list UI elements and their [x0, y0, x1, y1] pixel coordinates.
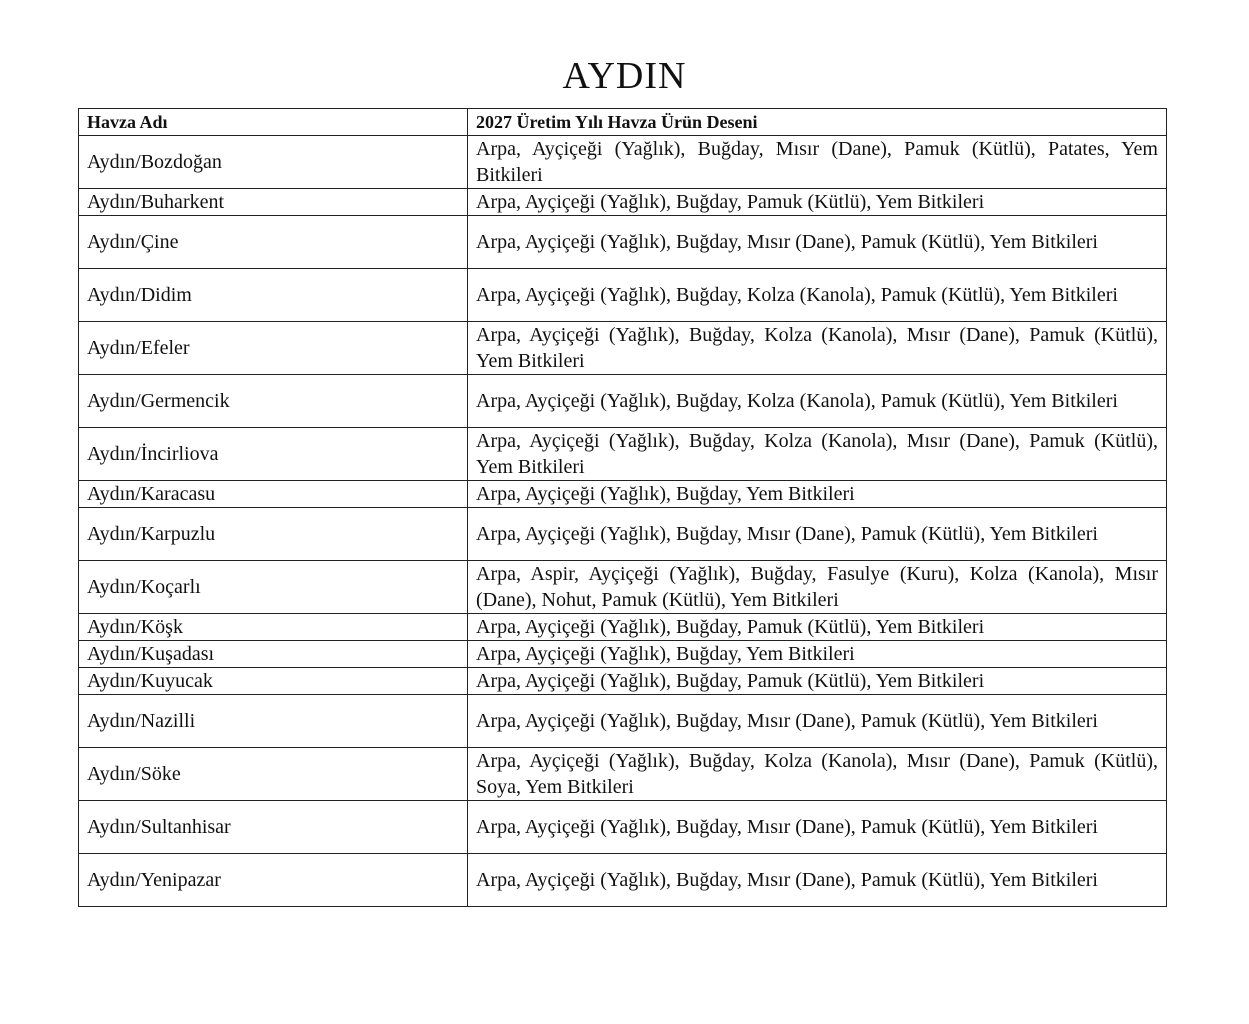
basin-name: Aydın/Karacasu — [79, 481, 468, 508]
basin-name: Aydın/Koçarlı — [79, 561, 468, 614]
table-row — [79, 801, 1167, 854]
crop-pattern: Arpa, Ayçiçeği (Yağlık), Buğday, Mısır (Dane), Pamuk (Kütlü), Yem Bitkileri — [468, 695, 1167, 748]
table-row — [79, 189, 1167, 216]
page-title: AYDIN — [562, 55, 687, 97]
table-row — [79, 614, 1167, 641]
table-row — [79, 695, 1167, 748]
column-header-crop-pattern: 2027 Üretim Yılı Havza Ürün Deseni — [468, 109, 1167, 136]
crop-pattern: Arpa, Ayçiçeği (Yağlık), Buğday, Kolza (Kanola), Pamuk (Kütlü), Yem Bitkileri — [468, 269, 1167, 322]
basin-crop-table — [78, 108, 1167, 907]
table-header-row — [79, 109, 1167, 136]
basin-name: Aydın/Yenipazar — [79, 854, 468, 907]
basin-name: Aydın/Bozdoğan — [79, 136, 468, 189]
crop-pattern: Arpa, Ayçiçeği (Yağlık), Buğday, Kolza (Kanola), Mısır (Dane), Pamuk (Kütlü), Soya, Yem Bitkileri — [468, 748, 1167, 801]
table-row — [79, 748, 1167, 801]
basin-name: Aydın/Didim — [79, 269, 468, 322]
basin-name: Aydın/Çine — [79, 216, 468, 269]
crop-pattern: Arpa, Ayçiçeği (Yağlık), Buğday, Mısır (Dane), Pamuk (Kütlü), Yem Bitkileri — [468, 508, 1167, 561]
table-row — [79, 854, 1167, 907]
table-row — [79, 216, 1167, 269]
basin-name: Aydın/Buharkent — [79, 189, 468, 216]
basin-name: Aydın/Kuyucak — [79, 668, 468, 695]
table-row — [79, 269, 1167, 322]
crop-pattern: Arpa, Ayçiçeği (Yağlık), Buğday, Mısır (Dane), Pamuk (Kütlü), Patates, Yem Bitkileri — [468, 136, 1167, 189]
crop-pattern: Arpa, Aspir, Ayçiçeği (Yağlık), Buğday, Fasulye (Kuru), Kolza (Kanola), Mısır (Dane), Nohut, Pamuk (Kütlü), Yem Bitkileri — [468, 561, 1167, 614]
crop-pattern: Arpa, Ayçiçeği (Yağlık), Buğday, Kolza (Kanola), Mısır (Dane), Pamuk (Kütlü), Yem Bitkileri — [468, 322, 1167, 375]
crop-pattern: Arpa, Ayçiçeği (Yağlık), Buğday, Pamuk (Kütlü), Yem Bitkileri — [468, 614, 1167, 641]
basin-name: Aydın/Söke — [79, 748, 468, 801]
basin-name: Aydın/Karpuzlu — [79, 508, 468, 561]
basin-name: Aydın/Sultanhisar — [79, 801, 468, 854]
table-row — [79, 322, 1167, 375]
basin-name: Aydın/İncirliova — [79, 428, 468, 481]
basin-name: Aydın/Kuşadası — [79, 641, 468, 668]
table-row — [79, 668, 1167, 695]
basin-name: Aydın/Nazilli — [79, 695, 468, 748]
table-row — [79, 508, 1167, 561]
column-header-basin: Havza Adı — [79, 109, 468, 136]
basin-name: Aydın/Köşk — [79, 614, 468, 641]
table-row — [79, 641, 1167, 668]
crop-pattern: Arpa, Ayçiçeği (Yağlık), Buğday, Kolza (Kanola), Pamuk (Kütlü), Yem Bitkileri — [468, 375, 1167, 428]
crop-pattern: Arpa, Ayçiçeği (Yağlık), Buğday, Yem Bitkileri — [468, 641, 1167, 668]
basin-name: Aydın/Germencik — [79, 375, 468, 428]
table-row — [79, 136, 1167, 189]
table-row — [79, 375, 1167, 428]
crop-pattern: Arpa, Ayçiçeği (Yağlık), Buğday, Mısır (Dane), Pamuk (Kütlü), Yem Bitkileri — [468, 854, 1167, 907]
table-row — [79, 561, 1167, 614]
basin-name: Aydın/Efeler — [79, 322, 468, 375]
crop-pattern: Arpa, Ayçiçeği (Yağlık), Buğday, Pamuk (Kütlü), Yem Bitkileri — [468, 668, 1167, 695]
crop-pattern: Arpa, Ayçiçeği (Yağlık), Buğday, Yem Bitkileri — [468, 481, 1167, 508]
table-row — [79, 428, 1167, 481]
crop-pattern: Arpa, Ayçiçeği (Yağlık), Buğday, Mısır (Dane), Pamuk (Kütlü), Yem Bitkileri — [468, 801, 1167, 854]
crop-pattern: Arpa, Ayçiçeği (Yağlık), Buğday, Kolza (Kanola), Mısır (Dane), Pamuk (Kütlü), Yem Bitkileri — [468, 428, 1167, 481]
crop-pattern: Arpa, Ayçiçeği (Yağlık), Buğday, Pamuk (Kütlü), Yem Bitkileri — [468, 189, 1167, 216]
table-row — [79, 481, 1167, 508]
crop-pattern: Arpa, Ayçiçeği (Yağlık), Buğday, Mısır (Dane), Pamuk (Kütlü), Yem Bitkileri — [468, 216, 1167, 269]
